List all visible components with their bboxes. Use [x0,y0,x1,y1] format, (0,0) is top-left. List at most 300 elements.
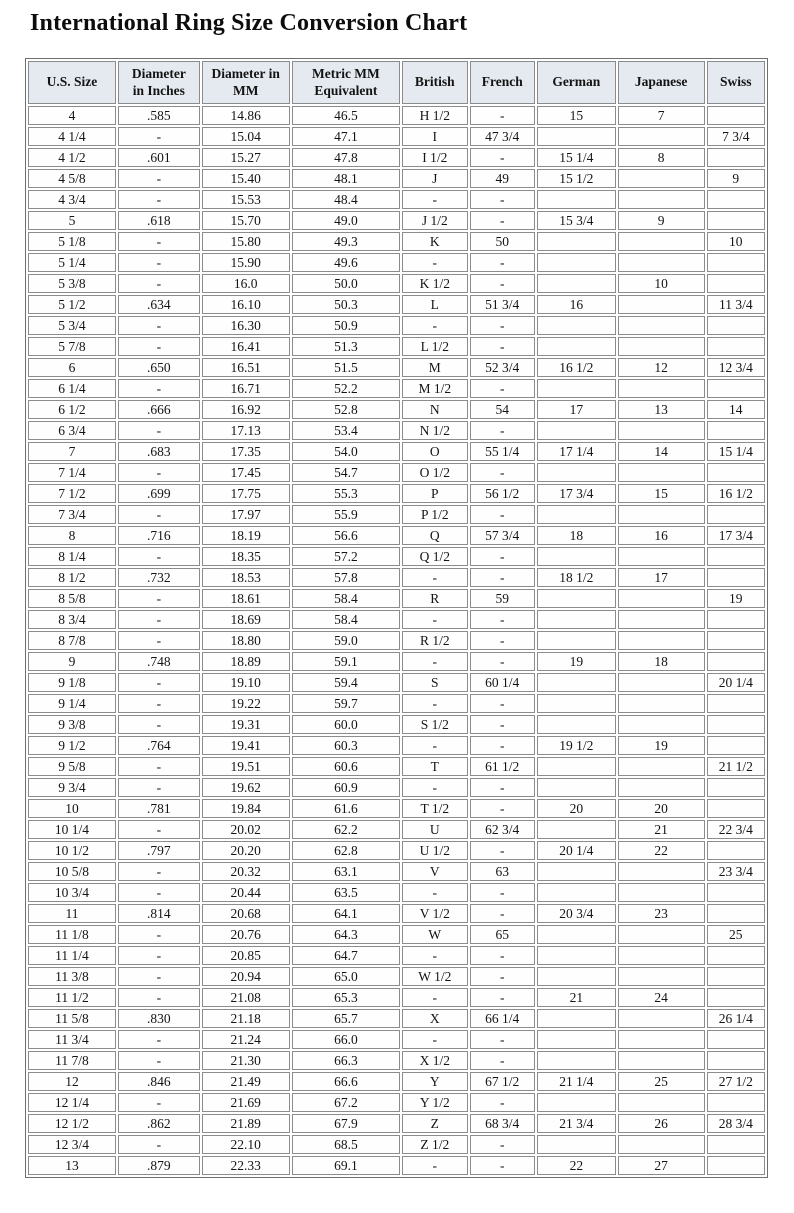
cell-german [537,967,616,986]
cell-diameter-in-mm: 14.86 [202,106,290,125]
cell-british: U [402,820,467,839]
cell-swiss [707,904,765,923]
cell-german [537,694,616,713]
cell-diameter-in-mm: 16.41 [202,337,290,356]
cell-metric-mm-equivalent: 52.2 [292,379,400,398]
table-row [28,400,765,419]
cell-german [537,379,616,398]
cell-japanese [618,316,705,335]
cell-french: - [470,652,535,671]
cell-german [537,820,616,839]
cell-japanese [618,253,705,272]
cell-japanese: 20 [618,799,705,818]
table-row [28,295,765,314]
cell-diameter-in-inches: .699 [118,484,200,503]
cell-japanese [618,379,705,398]
column-header-metric-mm-equivalent: Metric MM Equivalent [292,61,400,104]
cell-japanese: 16 [618,526,705,545]
cell-japanese [618,757,705,776]
cell-german: 17 [537,400,616,419]
table-row [28,778,765,797]
cell-japanese [618,127,705,146]
cell-french: - [470,1051,535,1070]
table-row [28,190,765,209]
cell-u-s-size: 8 [28,526,116,545]
cell-british: T 1/2 [402,799,467,818]
cell-swiss [707,148,765,167]
cell-u-s-size: 8 5/8 [28,589,116,608]
cell-french: - [470,610,535,629]
cell-german: 21 1/4 [537,1072,616,1091]
cell-diameter-in-inches: .666 [118,400,200,419]
cell-german [537,1030,616,1049]
cell-german: 16 1/2 [537,358,616,377]
cell-diameter-in-mm: 20.85 [202,946,290,965]
cell-diameter-in-inches: - [118,610,200,629]
cell-u-s-size: 8 1/4 [28,547,116,566]
table-row [28,946,765,965]
cell-japanese: 26 [618,1114,705,1133]
cell-french: - [470,547,535,566]
cell-british: I [402,127,467,146]
cell-metric-mm-equivalent: 64.7 [292,946,400,965]
cell-u-s-size: 5 [28,211,116,230]
cell-diameter-in-mm: 18.35 [202,547,290,566]
cell-diameter-in-mm: 18.19 [202,526,290,545]
cell-british: X [402,1009,467,1028]
cell-metric-mm-equivalent: 47.1 [292,127,400,146]
cell-swiss: 10 [707,232,765,251]
cell-french: 54 [470,400,535,419]
cell-metric-mm-equivalent: 63.5 [292,883,400,902]
cell-japanese [618,883,705,902]
cell-u-s-size: 10 5/8 [28,862,116,881]
cell-diameter-in-mm: 18.53 [202,568,290,587]
cell-german [537,190,616,209]
cell-u-s-size: 12 1/2 [28,1114,116,1133]
cell-british: Q [402,526,467,545]
cell-german [537,589,616,608]
cell-metric-mm-equivalent: 60.3 [292,736,400,755]
cell-french: - [470,883,535,902]
cell-u-s-size: 9 3/4 [28,778,116,797]
cell-diameter-in-inches: - [118,820,200,839]
cell-german [537,757,616,776]
cell-metric-mm-equivalent: 67.9 [292,1114,400,1133]
table-row [28,820,765,839]
cell-french: 65 [470,925,535,944]
cell-u-s-size: 4 [28,106,116,125]
table-row [28,379,765,398]
cell-german [537,253,616,272]
table-row [28,883,765,902]
cell-german [537,862,616,881]
table-row [28,862,765,881]
cell-japanese: 14 [618,442,705,461]
cell-british: V 1/2 [402,904,467,923]
cell-diameter-in-mm: 15.27 [202,148,290,167]
cell-british: O [402,442,467,461]
cell-u-s-size: 11 7/8 [28,1051,116,1070]
cell-metric-mm-equivalent: 62.2 [292,820,400,839]
cell-u-s-size: 9 1/8 [28,673,116,692]
cell-diameter-in-mm: 15.40 [202,169,290,188]
cell-u-s-size: 7 [28,442,116,461]
table-row [28,1030,765,1049]
cell-swiss: 14 [707,400,765,419]
cell-german: 21 [537,988,616,1007]
cell-metric-mm-equivalent: 48.1 [292,169,400,188]
cell-diameter-in-mm: 15.80 [202,232,290,251]
cell-japanese: 21 [618,820,705,839]
cell-diameter-in-inches: .634 [118,295,200,314]
cell-british: P [402,484,467,503]
cell-swiss: 22 3/4 [707,820,765,839]
cell-metric-mm-equivalent: 60.6 [292,757,400,776]
cell-diameter-in-mm: 19.84 [202,799,290,818]
cell-u-s-size: 5 1/8 [28,232,116,251]
cell-u-s-size: 10 1/2 [28,841,116,860]
cell-japanese: 12 [618,358,705,377]
cell-japanese [618,1030,705,1049]
cell-german [537,1051,616,1070]
cell-swiss [707,778,765,797]
cell-diameter-in-mm: 20.68 [202,904,290,923]
cell-japanese [618,1051,705,1070]
cell-japanese [618,169,705,188]
cell-japanese: 15 [618,484,705,503]
cell-japanese: 22 [618,841,705,860]
cell-japanese [618,778,705,797]
cell-french: 47 3/4 [470,127,535,146]
cell-french: - [470,148,535,167]
cell-u-s-size: 11 1/4 [28,946,116,965]
cell-u-s-size: 11 5/8 [28,1009,116,1028]
cell-swiss [707,967,765,986]
cell-french: 50 [470,232,535,251]
cell-german [537,232,616,251]
cell-diameter-in-inches: - [118,631,200,650]
cell-diameter-in-inches: - [118,778,200,797]
cell-swiss: 7 3/4 [707,127,765,146]
cell-u-s-size: 11 [28,904,116,923]
table-row [28,757,765,776]
cell-japanese [618,190,705,209]
cell-diameter-in-inches: .683 [118,442,200,461]
cell-swiss [707,568,765,587]
cell-metric-mm-equivalent: 69.1 [292,1156,400,1175]
cell-u-s-size: 8 3/4 [28,610,116,629]
cell-u-s-size: 7 3/4 [28,505,116,524]
cell-swiss [707,463,765,482]
cell-diameter-in-mm: 16.71 [202,379,290,398]
table-row [28,1051,765,1070]
cell-british: K 1/2 [402,274,467,293]
cell-diameter-in-mm: 17.97 [202,505,290,524]
cell-diameter-in-inches: - [118,547,200,566]
cell-german [537,673,616,692]
cell-japanese: 17 [618,568,705,587]
cell-german [537,1093,616,1112]
cell-diameter-in-mm: 16.0 [202,274,290,293]
table-row [28,127,765,146]
cell-british: W 1/2 [402,967,467,986]
table-row [28,925,765,944]
cell-diameter-in-mm: 18.69 [202,610,290,629]
cell-diameter-in-mm: 19.31 [202,715,290,734]
cell-diameter-in-mm: 20.02 [202,820,290,839]
cell-u-s-size: 6 3/4 [28,421,116,440]
cell-diameter-in-mm: 15.04 [202,127,290,146]
cell-french: 57 3/4 [470,526,535,545]
cell-u-s-size: 5 3/4 [28,316,116,335]
cell-british: Q 1/2 [402,547,467,566]
cell-diameter-in-mm: 19.51 [202,757,290,776]
cell-french: 60 1/4 [470,673,535,692]
cell-metric-mm-equivalent: 65.0 [292,967,400,986]
cell-diameter-in-inches: - [118,589,200,608]
cell-metric-mm-equivalent: 46.5 [292,106,400,125]
cell-diameter-in-mm: 22.33 [202,1156,290,1175]
cell-metric-mm-equivalent: 59.1 [292,652,400,671]
table-header-row [28,61,765,104]
cell-metric-mm-equivalent: 67.2 [292,1093,400,1112]
table-body [28,106,765,1175]
cell-u-s-size: 6 1/4 [28,379,116,398]
cell-metric-mm-equivalent: 50.3 [292,295,400,314]
cell-japanese [618,547,705,566]
cell-swiss [707,883,765,902]
column-header-german: German [537,61,616,104]
cell-metric-mm-equivalent: 55.9 [292,505,400,524]
cell-japanese: 25 [618,1072,705,1091]
cell-french: - [470,211,535,230]
cell-diameter-in-inches: - [118,253,200,272]
cell-french: - [470,253,535,272]
cell-u-s-size: 13 [28,1156,116,1175]
cell-japanese: 13 [618,400,705,419]
cell-british: P 1/2 [402,505,467,524]
cell-german [537,337,616,356]
cell-swiss: 19 [707,589,765,608]
cell-metric-mm-equivalent: 50.9 [292,316,400,335]
cell-diameter-in-inches: .585 [118,106,200,125]
cell-british: - [402,988,467,1007]
cell-german [537,505,616,524]
cell-german: 20 [537,799,616,818]
cell-diameter-in-inches: - [118,673,200,692]
cell-french: - [470,967,535,986]
cell-french: 66 1/4 [470,1009,535,1028]
cell-british: X 1/2 [402,1051,467,1070]
cell-diameter-in-mm: 17.35 [202,442,290,461]
table-row [28,232,765,251]
cell-british: - [402,1030,467,1049]
table-row [28,736,765,755]
cell-british: - [402,883,467,902]
cell-japanese [618,925,705,944]
cell-u-s-size: 10 [28,799,116,818]
cell-german: 18 [537,526,616,545]
cell-diameter-in-mm: 16.92 [202,400,290,419]
cell-swiss [707,1156,765,1175]
table-row [28,1114,765,1133]
cell-metric-mm-equivalent: 53.4 [292,421,400,440]
cell-diameter-in-mm: 21.30 [202,1051,290,1070]
cell-swiss: 25 [707,925,765,944]
cell-metric-mm-equivalent: 49.0 [292,211,400,230]
cell-metric-mm-equivalent: 55.3 [292,484,400,503]
cell-german: 18 1/2 [537,568,616,587]
cell-metric-mm-equivalent: 59.7 [292,694,400,713]
cell-swiss [707,1051,765,1070]
cell-german: 19 1/2 [537,736,616,755]
cell-diameter-in-mm: 16.10 [202,295,290,314]
cell-u-s-size: 9 1/4 [28,694,116,713]
cell-german [537,274,616,293]
cell-british: L 1/2 [402,337,467,356]
cell-diameter-in-inches: - [118,379,200,398]
cell-diameter-in-mm: 20.20 [202,841,290,860]
cell-japanese [618,1009,705,1028]
cell-metric-mm-equivalent: 52.8 [292,400,400,419]
cell-diameter-in-mm: 19.62 [202,778,290,797]
cell-diameter-in-inches: - [118,1051,200,1070]
cell-swiss: 28 3/4 [707,1114,765,1133]
cell-british: M [402,358,467,377]
cell-german: 15 [537,106,616,125]
cell-metric-mm-equivalent: 50.0 [292,274,400,293]
cell-french: 61 1/2 [470,757,535,776]
cell-diameter-in-mm: 16.30 [202,316,290,335]
cell-japanese [618,967,705,986]
cell-metric-mm-equivalent: 64.1 [292,904,400,923]
cell-british: O 1/2 [402,463,467,482]
cell-german: 19 [537,652,616,671]
cell-french: - [470,988,535,1007]
cell-british: T [402,757,467,776]
cell-swiss [707,547,765,566]
cell-diameter-in-inches: .879 [118,1156,200,1175]
table-row [28,652,765,671]
cell-diameter-in-inches: - [118,1093,200,1112]
cell-german [537,715,616,734]
cell-metric-mm-equivalent: 48.4 [292,190,400,209]
column-header-japanese: Japanese [618,61,705,104]
cell-diameter-in-mm: 21.49 [202,1072,290,1091]
cell-german: 15 3/4 [537,211,616,230]
cell-german: 17 1/4 [537,442,616,461]
cell-diameter-in-mm: 19.22 [202,694,290,713]
cell-french: 51 3/4 [470,295,535,314]
column-header-french: French [470,61,535,104]
cell-swiss [707,505,765,524]
cell-metric-mm-equivalent: 54.7 [292,463,400,482]
cell-british: J 1/2 [402,211,467,230]
cell-japanese [618,505,705,524]
cell-diameter-in-inches: - [118,883,200,902]
cell-british: - [402,568,467,587]
cell-japanese [618,421,705,440]
cell-french: - [470,946,535,965]
cell-diameter-in-inches: .618 [118,211,200,230]
cell-diameter-in-inches: - [118,757,200,776]
cell-british: N [402,400,467,419]
cell-diameter-in-inches: .781 [118,799,200,818]
cell-metric-mm-equivalent: 58.4 [292,589,400,608]
cell-metric-mm-equivalent: 62.8 [292,841,400,860]
cell-british: - [402,736,467,755]
cell-japanese [618,862,705,881]
column-header-u-s-size: U.S. Size [28,61,116,104]
cell-british: - [402,610,467,629]
cell-diameter-in-inches: - [118,505,200,524]
cell-british: W [402,925,467,944]
cell-german: 17 3/4 [537,484,616,503]
cell-british: K [402,232,467,251]
cell-metric-mm-equivalent: 64.3 [292,925,400,944]
cell-swiss: 26 1/4 [707,1009,765,1028]
cell-british: V [402,862,467,881]
table-row [28,253,765,272]
table-row [28,1009,765,1028]
cell-swiss [707,799,765,818]
cell-metric-mm-equivalent: 68.5 [292,1135,400,1154]
cell-british: - [402,946,467,965]
cell-diameter-in-inches: - [118,421,200,440]
cell-french: - [470,190,535,209]
cell-swiss: 27 1/2 [707,1072,765,1091]
cell-diameter-in-inches: .732 [118,568,200,587]
cell-french: 67 1/2 [470,1072,535,1091]
cell-french: 56 1/2 [470,484,535,503]
cell-british: L [402,295,467,314]
cell-german [537,778,616,797]
cell-u-s-size: 5 1/4 [28,253,116,272]
cell-metric-mm-equivalent: 49.6 [292,253,400,272]
cell-u-s-size: 9 5/8 [28,757,116,776]
cell-british: - [402,316,467,335]
cell-british: M 1/2 [402,379,467,398]
cell-german [537,925,616,944]
cell-metric-mm-equivalent: 54.0 [292,442,400,461]
cell-diameter-in-mm: 15.70 [202,211,290,230]
cell-british: Y [402,1072,467,1091]
cell-swiss: 17 3/4 [707,526,765,545]
cell-swiss [707,946,765,965]
cell-german [537,463,616,482]
cell-metric-mm-equivalent: 60.9 [292,778,400,797]
cell-diameter-in-mm: 20.76 [202,925,290,944]
cell-diameter-in-mm: 21.89 [202,1114,290,1133]
cell-metric-mm-equivalent: 63.1 [292,862,400,881]
cell-diameter-in-mm: 16.51 [202,358,290,377]
cell-french: 62 3/4 [470,820,535,839]
column-header-diameter-in-inches: Diameter in Inches [118,61,200,104]
cell-french: 49 [470,169,535,188]
cell-swiss [707,715,765,734]
cell-german [537,883,616,902]
cell-british: R [402,589,467,608]
cell-swiss: 16 1/2 [707,484,765,503]
cell-german: 20 1/4 [537,841,616,860]
cell-u-s-size: 4 1/2 [28,148,116,167]
cell-japanese [618,715,705,734]
cell-japanese: 10 [618,274,705,293]
cell-metric-mm-equivalent: 49.3 [292,232,400,251]
cell-diameter-in-inches: .716 [118,526,200,545]
cell-diameter-in-inches: - [118,1030,200,1049]
